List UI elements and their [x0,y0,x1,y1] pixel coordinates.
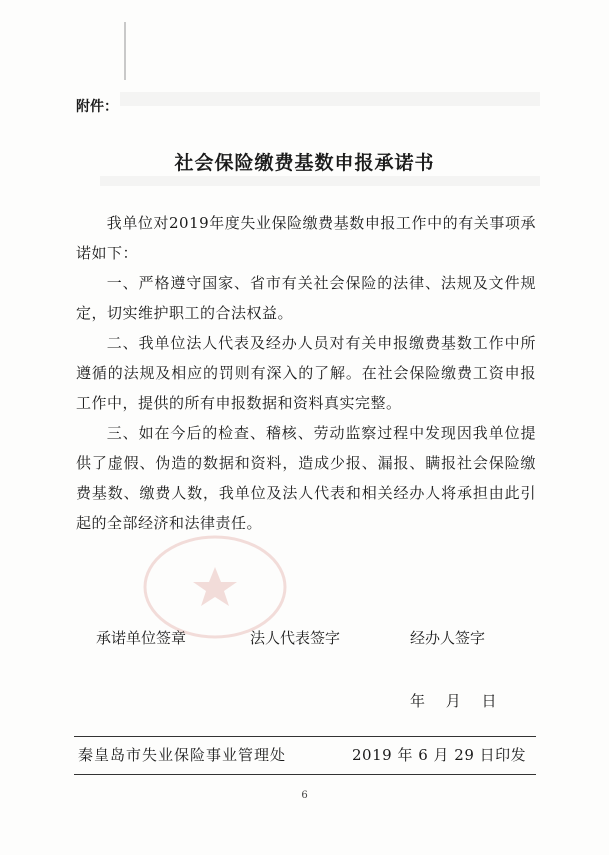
handler-signature-label: 经办人签字 [410,629,486,647]
issuer-name: 秦皇岛市失业保险事业管理处 [78,746,287,764]
paragraph-2: 二、我单位法人代表及经办人员对有关申报缴费基数工作中所遵循的法规及相应的罚则有深入的了解。在社会保险缴费工资申报工作中，提供的所有申报数据和资料真实完整。 [76,334,536,412]
paragraph-1: 一、严格遵守国家、省市有关社会保险的法律、法规及文件规定，切实维护职工的合法权益。 [76,274,536,322]
document-title: 社会保险缴费基数申报承诺书 [174,152,435,174]
document-body [76,208,536,538]
unit-seal-label: 承诺单位签章 [96,629,187,647]
issue-date: 2019 年 6 月 29 日印发 [352,746,527,764]
paragraph-3: 三、如在今后的检查、稽核、劳动监察过程中发现因我单位提供了虚假、伪造的数据和资料，造成少报、漏报、瞒报社会保险缴费基数、缴费人数，我单位及法人代表和相关经办人将承担由此引起的全部经济和法律责任。 [76,424,536,532]
footer-rule-bottom [74,774,536,775]
faint-seal-stamp [140,532,290,642]
legal-rep-signature-label: 法人代表签字 [250,629,341,647]
footer-rule-top [74,736,536,737]
bleed-through [120,92,540,106]
page-number: 6 [301,790,308,801]
scan-artifact [124,22,126,80]
date-line: 年 月 日 [410,692,497,710]
paragraph-intro: 我单位对2019年度失业保险缴费基数申报工作中的有关事项承诺如下： [76,214,536,262]
attachment-label: 附件： [76,99,118,115]
bleed-through [100,176,540,186]
